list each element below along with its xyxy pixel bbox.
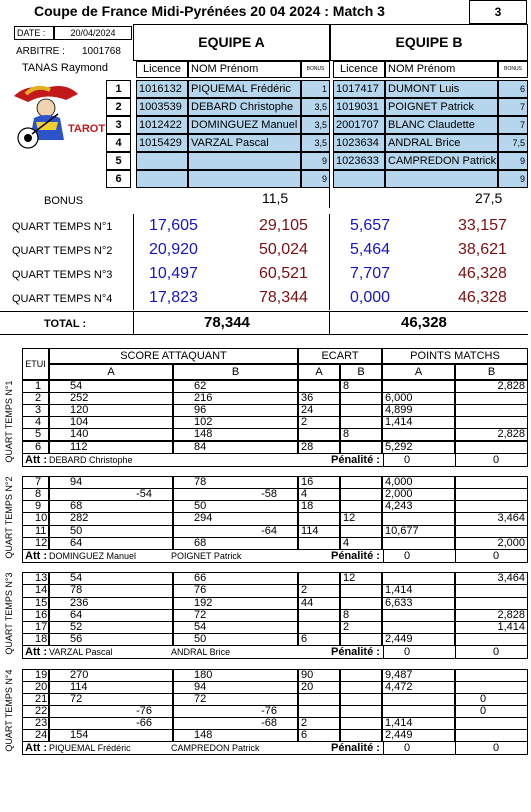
score-cell-eb: 12 [340,512,382,525]
score-cell-etui: 24 [22,729,49,742]
penalite-label: Pénalité : [331,549,380,562]
points-a-header: A [382,364,455,380]
player-a-lic[interactable]: 1003539 [136,98,188,116]
score-cell-etui: 8 [22,488,49,501]
score-cell-sb: 192 [173,597,298,610]
score-cell-etui: 20 [22,681,49,694]
score-cell-etui: 12 [22,537,49,550]
score-cell-eb: 8 [340,428,382,441]
col-nom-b: NOM Prénom [385,61,498,78]
score-cell-sb: 72 [173,609,298,622]
player-row [106,116,528,134]
score-block [3,669,528,759]
score-cell-sb: -64 [173,525,298,538]
points-b-header: B [455,364,528,380]
score-a-header: A [49,364,173,380]
player-a-bonus[interactable]: 1 [301,80,330,98]
score-cell-etui: 11 [22,525,49,538]
score-cell-pa: 4,000 [382,476,455,489]
score-cell-sb: 294 [173,512,298,525]
score-cell-sb: -76 [173,705,298,718]
score-header: SCORE ATTAQUANT [49,348,298,364]
score-cell-eb: 8 [340,609,382,622]
player-row [106,134,528,152]
score-block [3,572,528,662]
bonus-b: 27,5 [475,190,503,206]
quarter-b-cumul: 46,328 [458,265,507,282]
score-cell-pb: 0 [455,705,528,718]
penalite-label: Pénalité : [331,453,380,466]
score-cell-sa: 282 [49,512,173,525]
score-cell-sa: 72 [49,693,173,706]
player-n: 3 [106,116,131,134]
score-cell-etui: 15 [22,597,49,610]
total-a: 78,344 [204,314,250,331]
player-n: 6 [106,170,131,188]
score-cell-ea: 114 [298,525,340,538]
date-label: DATE : [14,26,54,40]
score-cell-pa: 4,472 [382,681,455,694]
penalite-a: 0 [404,549,411,562]
col-nom-a: NOM Prénom [188,61,301,78]
player-b-lic[interactable]: 1023633 [333,152,385,170]
score-cell-sa: -66 [49,717,173,730]
score-cell-sa: 270 [49,669,173,682]
score-b-header: B [173,364,298,380]
score-cell-pa: 2,449 [382,729,455,742]
score-cell-pa: 9,487 [382,669,455,682]
score-cell-etui: 18 [22,633,49,646]
score-cell-sb: 62 [173,380,298,393]
score-cell-sa: 64 [49,609,173,622]
player-b-bonus[interactable]: 6 [498,80,528,98]
quarter-summary-row [0,286,528,310]
date-value: 20/04/2024 [54,26,132,40]
player-a-lic[interactable]: 1012422 [136,116,188,134]
score-cell-sa: -76 [49,705,173,718]
score-cell-pb: 2,828 [455,380,528,393]
quarter-summary-row [0,214,528,238]
col-bonus-a: BONUS [301,61,330,78]
player-n: 4 [106,134,131,152]
att-a-name: VARZAL Pascal [49,646,113,657]
penalite-a: 0 [404,645,411,658]
score-cell-pb: 2,000 [455,537,528,550]
att-a-name: PIQUEMAL Frédéric [49,743,131,754]
score-cell-sa: 50 [49,525,173,538]
quarter-summary-row [0,262,528,286]
score-cell-sa: -54 [49,488,173,501]
player-columns-header [133,61,528,78]
score-cell-ea: 36 [298,392,340,405]
score-cell-etui: 21 [22,693,49,706]
att-row [22,645,528,659]
score-cell-etui: 23 [22,717,49,730]
score-cell-etui: 7 [22,476,49,489]
att-b-name: ANDRAL Brice [171,646,231,657]
score-cell-sa: 154 [49,729,173,742]
quarter-b-partial: 7,707 [350,265,391,282]
player-a-lic[interactable]: 1016132 [136,80,188,98]
score-cell-sb: 54 [173,621,298,634]
player-b-nom[interactable]: BLANC Claudette [385,116,498,134]
quarter-a-partial: 17,823 [149,289,198,306]
team-a-header: EQUIPE A [133,24,330,61]
player-b-nom[interactable]: POIGNET Patrick [385,98,498,116]
score-cell-sa: 64 [49,537,173,550]
player-a-bonus[interactable]: 3,5 [301,116,330,134]
score-cell-etui: 5 [22,428,49,441]
score-cell-sa: 54 [49,380,173,393]
score-cell-sb: 50 [173,633,298,646]
score-cell-ea: 16 [298,476,340,489]
quarter-label: QUART TEMPS N°3 [12,269,113,281]
score-cell-pb: 3,464 [455,512,528,525]
player-row [106,80,528,98]
score-cell-pb: 1,414 [455,621,528,634]
quarter-b-partial: 5,464 [350,241,391,258]
score-block [3,380,528,470]
player-b-lic[interactable]: 1019031 [333,98,385,116]
player-row [106,152,528,170]
ecart-a-header: A [298,364,340,380]
penalite-b: 0 [493,453,500,466]
player-a-lic[interactable] [136,170,188,188]
score-cell-ea: 24 [298,404,340,417]
player-b-lic[interactable]: 1017417 [333,80,385,98]
score-cell-sa: 94 [49,476,173,489]
points-header: POINTS MATCHS [382,348,528,364]
penalite-a: 0 [404,742,411,755]
att-a-name: DOMINGUEZ Manuel [49,550,137,561]
score-cell-eb: 8 [340,380,382,393]
player-b-lic[interactable]: 1023634 [333,134,385,152]
player-a-lic[interactable]: 1015429 [136,134,188,152]
score-cell-sa: 52 [49,621,173,634]
penalite-label: Pénalité : [331,742,380,755]
arbitre-id: 1001768 [82,46,121,57]
score-cell-sb: -58 [173,488,298,501]
score-cell-sb: 94 [173,681,298,694]
score-cell-pa: 1,414 [382,584,455,597]
ecart-header: ECART [298,348,382,364]
score-cell-ea: 6 [298,729,340,742]
score-cell-pb: 3,464 [455,572,528,585]
quarter-label: QUART TEMPS N°1 [12,221,113,233]
score-cell-etui: 1 [22,380,49,393]
score-cell-sb: -68 [173,717,298,730]
score-cell-pa: 5,292 [382,441,455,454]
penalite-a: 0 [404,453,411,466]
quarter-a-partial: 20,920 [149,241,198,258]
quarter-b-partial: 0,000 [350,289,391,306]
score-cell-sb: 216 [173,392,298,405]
score-cell-pb: 2,828 [455,428,528,441]
page-title: Coupe de France Midi-Pyrénées 20 04 2024 : Match 3 [34,3,385,19]
bonus-label: BONUS [44,195,84,207]
quarter-b-cumul: 33,157 [458,217,507,234]
score-cell-pb: 0 [455,693,528,706]
score-cell-sa: 140 [49,428,173,441]
player-a-bonus[interactable]: 3,5 [301,134,330,152]
player-b-lic[interactable] [333,170,385,188]
score-cell-sb: 148 [173,428,298,441]
block-quarter-label: QUART TEMPS N°4 [4,669,14,752]
score-cell-ea: 2 [298,416,340,429]
score-cell-etui: 3 [22,404,49,417]
col-licence-a: Licence [136,61,188,78]
player-n: 2 [106,98,131,116]
score-cell-sb: 96 [173,404,298,417]
score-cell-etui: 13 [22,572,49,585]
quarter-a-cumul: 29,105 [259,217,308,234]
att-a-name: DEBARD Christophe [49,454,133,465]
player-b-nom[interactable] [385,170,498,188]
score-cell-etui: 6 [22,441,49,454]
ftt-logo [6,78,106,158]
total-b: 46,328 [401,314,447,331]
att-label: Att : [25,645,47,658]
quarter-b-cumul: 38,621 [458,241,507,258]
player-a-nom[interactable] [188,152,301,170]
score-block [3,476,528,566]
score-cell-pa: 6,000 [382,392,455,405]
block-quarter-label: QUART TEMPS N°1 [4,380,14,463]
score-cell-ea: 6 [298,633,340,646]
score-cell-pa: 10,677 [382,525,455,538]
total-label: TOTAL : [44,318,87,330]
player-a-lic[interactable] [136,152,188,170]
block-quarter-label: QUART TEMPS N°3 [4,572,14,655]
score-cell-ea: 20 [298,681,340,694]
score-cell-pa: 2,000 [382,488,455,501]
table-number-box [469,0,527,24]
att-label: Att : [25,742,47,755]
player-a-nom[interactable]: DOMINGUEZ Manuel [188,116,301,134]
col-licence-b: Licence [333,61,385,78]
score-cell-pa: 1,414 [382,717,455,730]
score-cell-ea: 18 [298,500,340,513]
svg-text:TAROT: TAROT [68,123,106,135]
att-b-name: CAMPREDON Patrick [171,743,260,754]
bonus-a: 11,5 [262,190,289,206]
quarter-label: QUART TEMPS N°4 [12,293,113,305]
quarter-a-cumul: 60,521 [259,265,308,282]
player-a-nom[interactable]: DEBARD Christophe [188,98,301,116]
table-number: 3 [494,5,502,19]
player-n: 1 [106,80,131,98]
player-b-bonus[interactable]: 7 [498,116,528,134]
score-cell-sb: 66 [173,572,298,585]
att-row [22,453,528,467]
player-n: 5 [106,152,131,170]
score-cell-sa: 54 [49,572,173,585]
score-cell-eb: 12 [340,572,382,585]
score-cell-sa: 56 [49,633,173,646]
quarter-a-cumul: 78,344 [259,289,308,306]
player-a-bonus[interactable]: 9 [301,152,330,170]
att-row [22,741,528,755]
penalite-b: 0 [493,742,500,755]
score-cell-pa: 6,633 [382,597,455,610]
player-a-nom[interactable]: VARZAL Pascal [188,134,301,152]
att-row [22,549,528,563]
player-a-nom[interactable] [188,170,301,188]
score-cell-etui: 17 [22,621,49,634]
score-cell-ea: 4 [298,488,340,501]
quarter-a-partial: 10,497 [149,265,198,282]
player-b-bonus[interactable]: 9 [498,170,528,188]
score-cell-sa: 236 [49,597,173,610]
score-cell-sa: 112 [49,441,173,454]
penalite-b: 0 [493,549,500,562]
player-b-nom[interactable]: CAMPREDON Patrick [385,152,498,170]
score-cell-ea: 90 [298,669,340,682]
score-cell-ea: 2 [298,584,340,597]
score-cell-sb: 68 [173,537,298,550]
att-b-name: POIGNET Patrick [171,550,242,561]
quarter-b-cumul: 46,328 [458,289,507,306]
player-b-nom[interactable]: DUMONT Luis [385,80,498,98]
score-cell-etui: 4 [22,416,49,429]
arbitre-name: TANAS Raymond [22,62,108,74]
info-box [0,24,133,84]
score-cell-sa: 104 [49,416,173,429]
score-cell-etui: 19 [22,669,49,682]
quarter-a-cumul: 50,024 [259,241,308,258]
score-cell-eb: 2 [340,621,382,634]
player-a-bonus[interactable]: 3,5 [301,98,330,116]
bonus-row [0,188,528,214]
score-cell-sb: 148 [173,729,298,742]
score-cell-pa: 2,449 [382,633,455,646]
score-cell-sa: 252 [49,392,173,405]
score-cell-sb: 180 [173,669,298,682]
player-b-bonus[interactable]: 7 [498,98,528,116]
penalite-b: 0 [493,645,500,658]
penalite-label: Pénalité : [331,645,380,658]
player-b-bonus[interactable]: 7,5 [498,134,528,152]
score-cell-sb: 102 [173,416,298,429]
quarter-summary-row [0,238,528,262]
score-cell-sa: 68 [49,500,173,513]
player-a-nom[interactable]: PIQUEMAL Frédéric [188,80,301,98]
score-cell-etui: 14 [22,584,49,597]
score-cell-pa: 4,899 [382,404,455,417]
player-row [106,98,528,116]
quarter-label: QUART TEMPS N°2 [12,245,113,257]
score-cell-sb: 50 [173,500,298,513]
score-cell-ea: 44 [298,597,340,610]
quarter-a-partial: 17,605 [149,217,198,234]
score-cell-etui: 10 [22,512,49,525]
score-cell-etui: 16 [22,609,49,622]
score-cell-pa: 1,414 [382,416,455,429]
score-cell-etui: 2 [22,392,49,405]
ecart-b-header: B [340,364,382,380]
score-cell-ea: 28 [298,441,340,454]
score-cell-pb: 2,828 [455,609,528,622]
player-b-bonus[interactable]: 9 [498,152,528,170]
score-grid-header [22,348,528,380]
score-cell-sa: 78 [49,584,173,597]
score-cell-etui: 9 [22,500,49,513]
score-cell-sb: 72 [173,693,298,706]
score-cell-etui: 22 [22,705,49,718]
player-a-bonus[interactable]: 9 [301,170,330,188]
block-quarter-label: QUART TEMPS N°2 [4,476,14,559]
arbitre-label: ARBITRE : [16,46,65,57]
att-label: Att : [25,549,47,562]
score-cell-sb: 76 [173,584,298,597]
team-b-header: EQUIPE B [330,24,528,61]
player-b-lic[interactable]: 2001707 [333,116,385,134]
score-cell-sb: 84 [173,441,298,454]
att-label: Att : [25,453,47,466]
col-bonus-b: BONUS [498,61,528,78]
etui-header: ETUI [22,348,49,380]
score-cell-sa: 120 [49,404,173,417]
player-b-nom[interactable]: ANDRAL Brice [385,134,498,152]
score-cell-eb: 4 [340,537,382,550]
player-row [106,170,528,188]
score-cell-sa: 114 [49,681,173,694]
quarter-b-partial: 5,657 [350,217,391,234]
total-row [0,311,528,335]
score-cell-sb: 78 [173,476,298,489]
score-cell-ea: 2 [298,717,340,730]
score-cell-pa: 4,243 [382,500,455,513]
